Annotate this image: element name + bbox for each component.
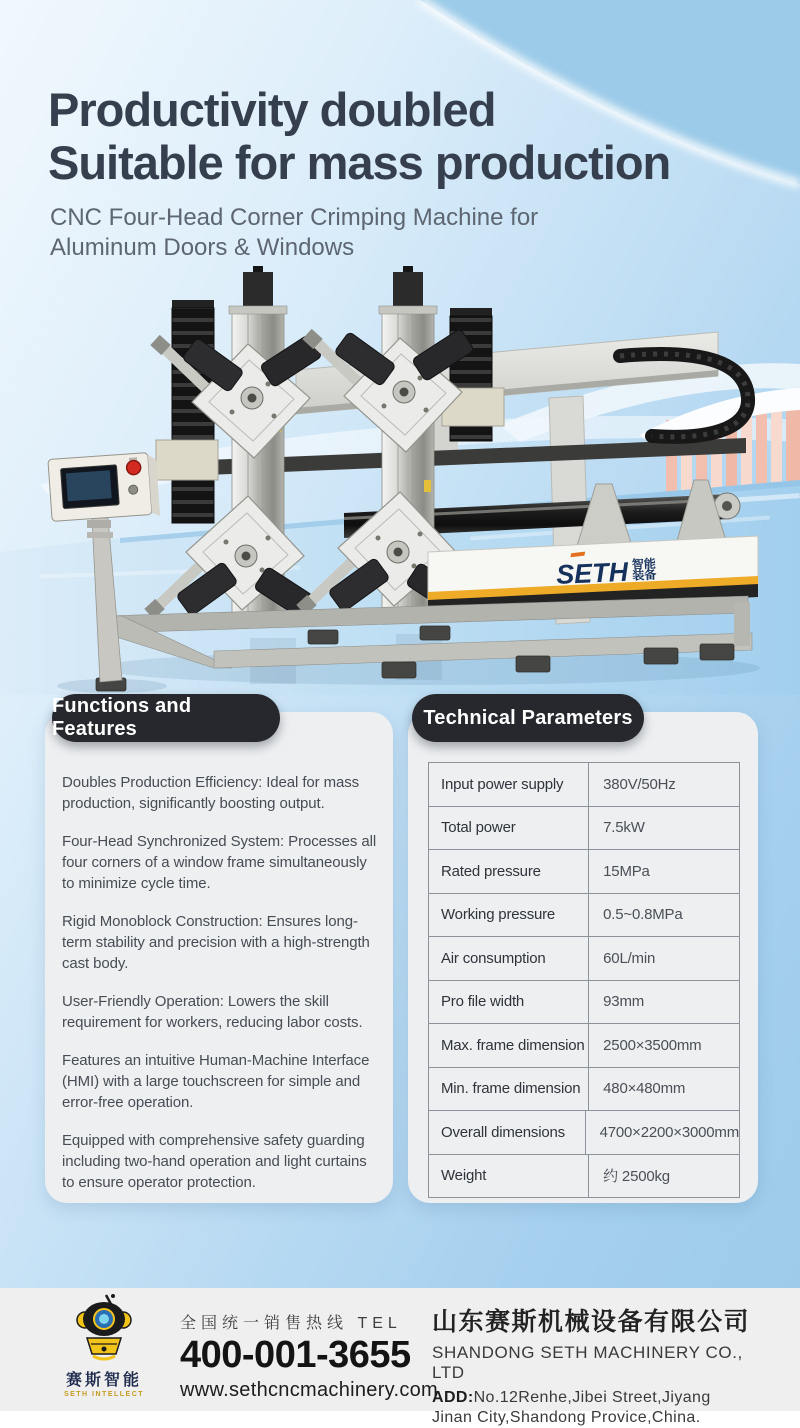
parameter-value: 2500×3500mm — [588, 1024, 739, 1067]
parameter-value: 7.5kW — [588, 807, 739, 850]
parameter-value: 0.5~0.8MPa — [588, 894, 739, 937]
feature-paragraph: Doubles Production Efficiency: Ideal for mass production, significantly boosting output. — [62, 774, 360, 812]
feature-paragraph: Four-Head Synchronized System: Processes all four corners of a window frame simultaneously to minimize cycle time. — [62, 833, 377, 892]
parameter-row — [429, 1111, 739, 1155]
parameter-label: Input power supply — [441, 775, 564, 793]
parameter-value: 93mm — [588, 981, 739, 1024]
parameters-card — [408, 712, 758, 1203]
machine-brand-cn: 智能装备 — [631, 556, 657, 583]
features-header-label: Functions and Features — [52, 695, 192, 740]
machine-brand-text: SETH — [555, 556, 629, 590]
parameter-row — [429, 807, 739, 851]
parameter-row — [429, 1024, 739, 1068]
feature-paragraph: Features an intuitive Human-Machine Interface (HMI) with a large touchscreen for simple and error-free operation. — [62, 1052, 370, 1111]
parameter-row — [429, 1155, 739, 1198]
parameter-value: 380V/50Hz — [588, 763, 739, 806]
hotline-block — [180, 1310, 438, 1402]
parameter-row — [429, 1068, 739, 1112]
title-line-2: Suitable for mass production — [48, 135, 671, 189]
logo-english-name: SETH INTELLECT — [63, 1391, 145, 1398]
parameter-label: Rated pressure — [441, 862, 541, 880]
parameter-label: Min. frame dimension — [441, 1080, 581, 1098]
parameter-row — [429, 894, 739, 938]
address-line-2: Jinan City,Shandong Provice,China. — [432, 1409, 701, 1426]
features-card — [45, 712, 393, 1203]
parameter-row — [429, 981, 739, 1025]
feature-paragraph: User-Friendly Operation: Lowers the skill requirement for workers, reducing labor costs. — [62, 993, 363, 1031]
features-header-pill — [52, 694, 280, 742]
title-line-1: Productivity doubled — [48, 83, 496, 136]
parameter-label: Pro file width — [441, 993, 525, 1011]
parameter-value: 480×480mm — [588, 1068, 739, 1111]
parameter-label: Weight — [441, 1167, 487, 1185]
hero — [48, 84, 768, 264]
parameter-label: Working pressure — [441, 906, 556, 924]
address-label: ADD: — [432, 1389, 474, 1406]
parameter-row — [429, 850, 739, 894]
subtitle-line-2: Aluminum Doors & Windows — [50, 234, 355, 262]
robot-mascot-logo — [69, 1294, 139, 1360]
feature-paragraph: Equipped with comprehensive safety guarding including two-hand operation and light curtains to ensure operator protection. — [62, 1132, 367, 1191]
hotline-label: 全国统一销售热线 TEL — [180, 1315, 402, 1332]
logo-chinese-name: 赛斯智能 — [65, 1372, 142, 1389]
footer — [0, 1288, 800, 1426]
parameters-header-pill — [412, 694, 644, 742]
website-url: www.sethcncmachinery.com — [180, 1379, 439, 1401]
address-line-1: No.12Renhe,Jibei Street,Jiyang — [473, 1389, 711, 1406]
parameter-value: 60L/min — [588, 937, 739, 980]
parameter-value: 15MPa — [588, 850, 739, 893]
feature-paragraph: Rigid Monoblock Construction: Ensures long-term stability and precision with a high-strength cast body. — [62, 913, 370, 972]
parameter-label: Overall dimensions — [441, 1123, 565, 1141]
company-name-chinese: 山东赛斯机械设备有限公司 — [432, 1308, 751, 1336]
parameter-label: Total power — [441, 819, 516, 837]
machine-illustration — [0, 270, 800, 695]
page-title — [48, 84, 768, 189]
emergency-stop-button — [126, 460, 141, 475]
parameter-row — [429, 763, 739, 807]
hotline-phone-number: 400-001-3655 — [180, 1334, 411, 1376]
parameter-value: 4700×2200×3000mm — [585, 1111, 739, 1154]
subtitle-line-1: CNC Four-Head Corner Crimping Machine for — [50, 204, 539, 232]
parameters-header-label: Technical Parameters — [423, 706, 633, 729]
company-name-english: SHANDONG SETH MACHINERY CO., LTD — [432, 1343, 743, 1382]
company-address — [432, 1388, 777, 1428]
parameter-value: 约 2500kg — [588, 1155, 739, 1198]
parameter-label: Max. frame dimension — [441, 1036, 585, 1054]
parameter-row — [429, 937, 739, 981]
company-info-block — [432, 1302, 777, 1428]
features-list — [45, 712, 393, 1193]
company-logo-block — [44, 1294, 164, 1398]
parameters-table — [428, 762, 740, 1198]
parameter-label: Air consumption — [441, 949, 546, 967]
page-subtitle — [50, 203, 768, 263]
